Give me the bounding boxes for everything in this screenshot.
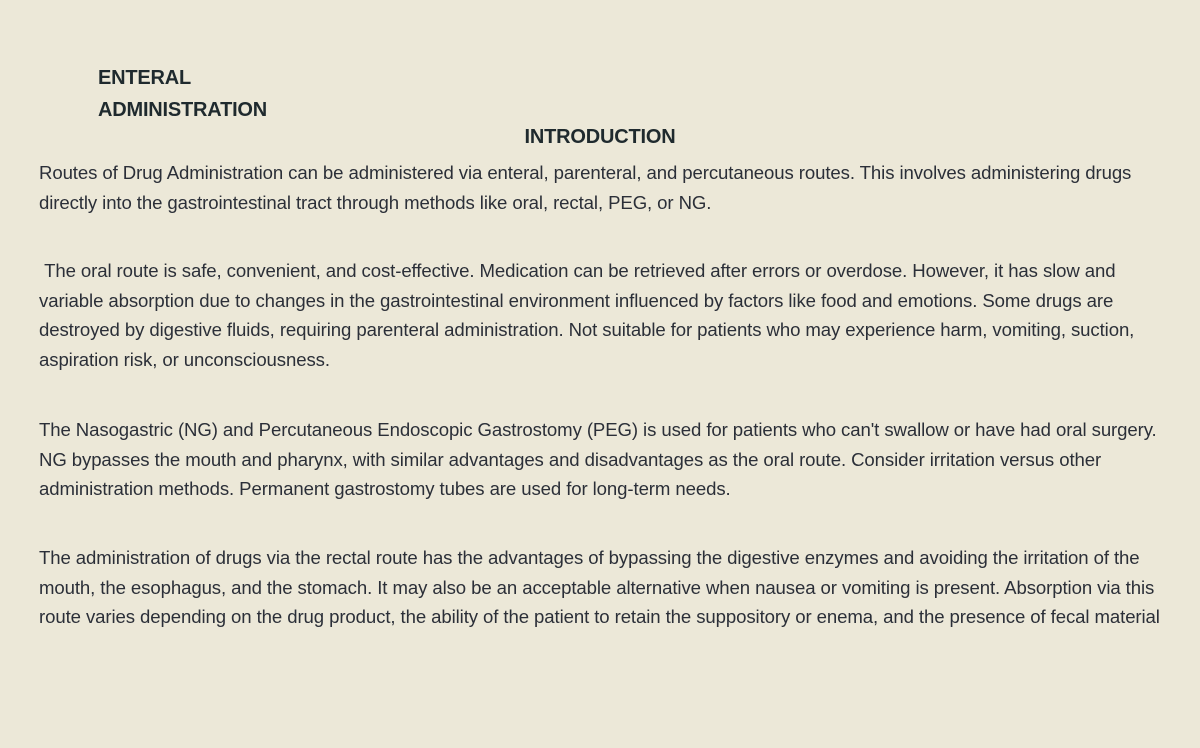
paragraph-ng-peg-route: The Nasogastric (NG) and Percutaneous Endoscopic Gastrostomy (PEG) is used for patients who can't swallow or have had oral surgery. NG bypasses the mouth and pharynx, with similar advantages and disadvantages as the oral route. Consider irritation versus other administration methods. Permanent gastrostomy tubes are used for long-term needs.: [39, 419, 1157, 500]
document-title: [98, 62, 267, 126]
document-title-line-1: ENTERAL: [98, 67, 192, 89]
document-title-line-2: ADMINISTRATION: [98, 99, 268, 121]
paragraph-rectal-route: The administration of drugs via the rectal route has the advantages of bypassing the digestive enzymes and avoiding the irritation of the mouth, the esophagus, and the stomach. It may also be an acceptable alternative when nausea or vomiting is present. Absorption via this route varies depending on the drug product, the ability of the patient to retain the suppository or enema, and the presence of fecal material: [39, 547, 1160, 628]
paragraph-oral-route: The oral route is safe, convenient, and cost-effective. Medication can be retrieved after errors or overdose. However, it has slow and variable absorption due to changes in the gastrointestinal environment influenced by factors like food and emotions. Some drugs are destroyed by digestive fluids, requiring parenteral administration. Not suitable for patients who may experience harm, vomiting, suction, aspiration risk, or unconsciousness.: [39, 260, 1140, 371]
paragraph-routes-overview: Routes of Drug Administration can be administered via enteral, parenteral, and percutaneous routes. This involves administering drugs directly into the gastrointestinal tract through methods like oral, rectal, PEG, or NG.: [39, 162, 1132, 213]
section-heading: INTRODUCTION: [524, 126, 676, 148]
